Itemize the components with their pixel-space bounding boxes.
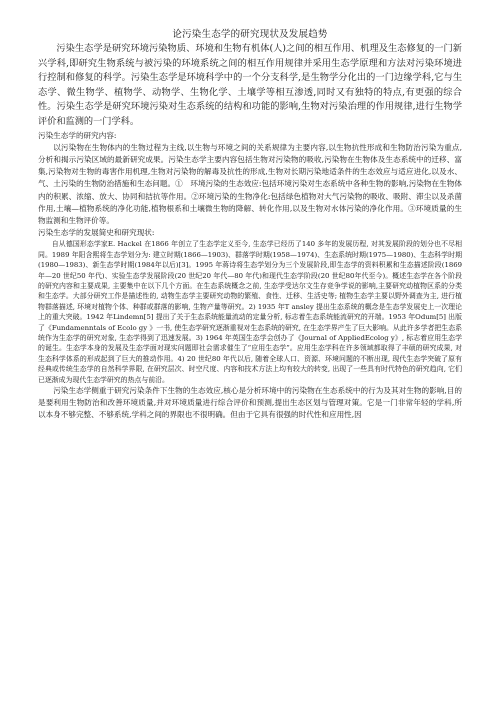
history-paragraph: 自从德国形态学家E. Hackel 在1866 年创立了生态学定义至今, 生态学已经历了140 多年的发展历程, 对其发展阶段的划分也不尽相同。1989 年阳含熙将生态学划分为: 建立时期(1866—1903)、群落学时期(1958—1974)、生态系统时期(1975—1980)、生态科学时期(1980—1983)、新生态学时期(1984年以后)[3]。1995 年蒋诗将生态学划分为三个发展阶段,即生态学的资料积累和生态描述阶段(1869年—20 世纪50 年代)、实验生态学发展阶段(20 世纪20 年代—80 年代)和现代生态学阶段(20 世纪80年代至今)。概述生态学在各个阶段的研究内容和主要成果, 主要集中在以下几个方面。在生态系统概念之前, 生态学受达尔文生存竞争学说的影响,主要研究动植物区系的分类和生态学。大部分研究工作是描述性的, 动物生态学主要研究动物的繁殖、食性、迁移、生活史等; 植物生态学主要以野外调查为主, 进行植物群落描述, 环境对植物个体、种群或群落的影响, 生物产量等研究。2) 1935 年T ansley 提出生态系统的概念是生态学发展史上一次理论上的重大突破。1942 年Lindemn[5] 提出了关于生态系统能量流动的定量分析, 标志着生态系统能流研究的开端。1953 年Odum[5] 出版了《Fundamenntals of Ecolo gy 》一书, 使生态学研究逐渐重视对生态系统的研究, 在生态学界产生了巨大影响。从此许多学者把生态系统作为生态学的研究对象, 生态学得到了迅速发展。3) 1964 年英国生态学会创办了《Journal of AppliedEcolog y》, 标志着应用生态学的诞生。生态学本身的发展及生态学面对现实问题即社会需求催生了“应用生态学”。应用生态学科在许多领域都取得了丰硕的研究成果, 对生态科学体系的形成起到了巨大的推动作用。4) 20 世纪80 年代以后, 随着全球人口、资源、环境问题的不断出现, 现代生态学突破了原有经典或传统生态学的自然科学界限, 在研究层次、时空尺度、内容和技术方法上均有较大的转变, 出现了一些具有时代特色的研究趋向, 它们已逐渐成为现代生态学研究的热点与前沿。	[38, 240, 462, 384]
document-title: 论污染生态学的研究现状及发展趋势	[172, 29, 328, 40]
intro-part-1: 污染生态学是研究环境污染物质、环境和生物有机体(人)之间的相互作用、机理及生态修复的一门新兴学科,即研究生物系统与被污染的环境系统之间的相互作用规律并采用生态学原理和方法对污染环境进行控制和修复的科学。	[38, 43, 462, 84]
section-heading-content: 污染生态学的研究内容:	[38, 130, 117, 140]
closing-paragraph: 污染生态学侧重于研究污染条件下生物的生态效应,核心是分析环境中的污染物在生态系统中的行为及其对生物的影响,目的是要利用生物防治和改善环境质量,并对环境质量进行综合评价和预测,提出生态区划与管理对策。它是一门非常年轻的学科,所以本身不够完整、不够系统,学科之间的界限也不很明确。但由于它具有很强的时代性和应用性,因	[38, 386, 462, 420]
intro-paragraph	[38, 42, 462, 130]
content-paragraph: 以污染物在生物体内的生物过程为主线,以生物与环境之间的关系规律为主要内容,以生物抗性形成和生物防治污染为重点,分析和揭示污染区域的最新研究成果。污染生态学主要内容包括生物对污染物的吸收,污染物在生物体及生态系统中的迁移、富集,污染物对生物的毒害作用机理,生物对污染物的解毒及抗性的形成,生物对长期污染地适条件的生态效应与适应进化,以及水、气、土污染的生物防治措施和生态问题。① 环境污染的生态效应:包括环境污染对生态系统中各种生物的影响,污染物在生物体内的积累、浓缩、放大、协同和拮抗等作用。②环境污染的生物净化:包括绿色植物对大气污染物的吸收、吸附、滞尘以及杀菌作用,土壤—植物系统的净化功能,植物根系和土壤微生物的降解、转化作用,以及生物对水体污染的净化作用。③环境质量的生物监测和生物评价等。	[38, 142, 462, 225]
document-page	[38, 28, 462, 422]
intro-part-3: 污染生态学是研究环境污染对生态系统的结构和功能的影响,生物对污染治理的作用规律,进行生物学评价和监测的一门学科。	[38, 101, 463, 127]
intro-part-2: 污染生态学是环境科学中的一个分支科学,是生物学分化出的一门边缘学科,它与生态学、微生物学、植物学、动物学、生物化学、土壤学等相互渗透,同时又有独特的特点,有更强的综合性。	[38, 72, 463, 113]
section-heading-history: 污染生态学的发展简史和研究现状:	[38, 228, 155, 238]
